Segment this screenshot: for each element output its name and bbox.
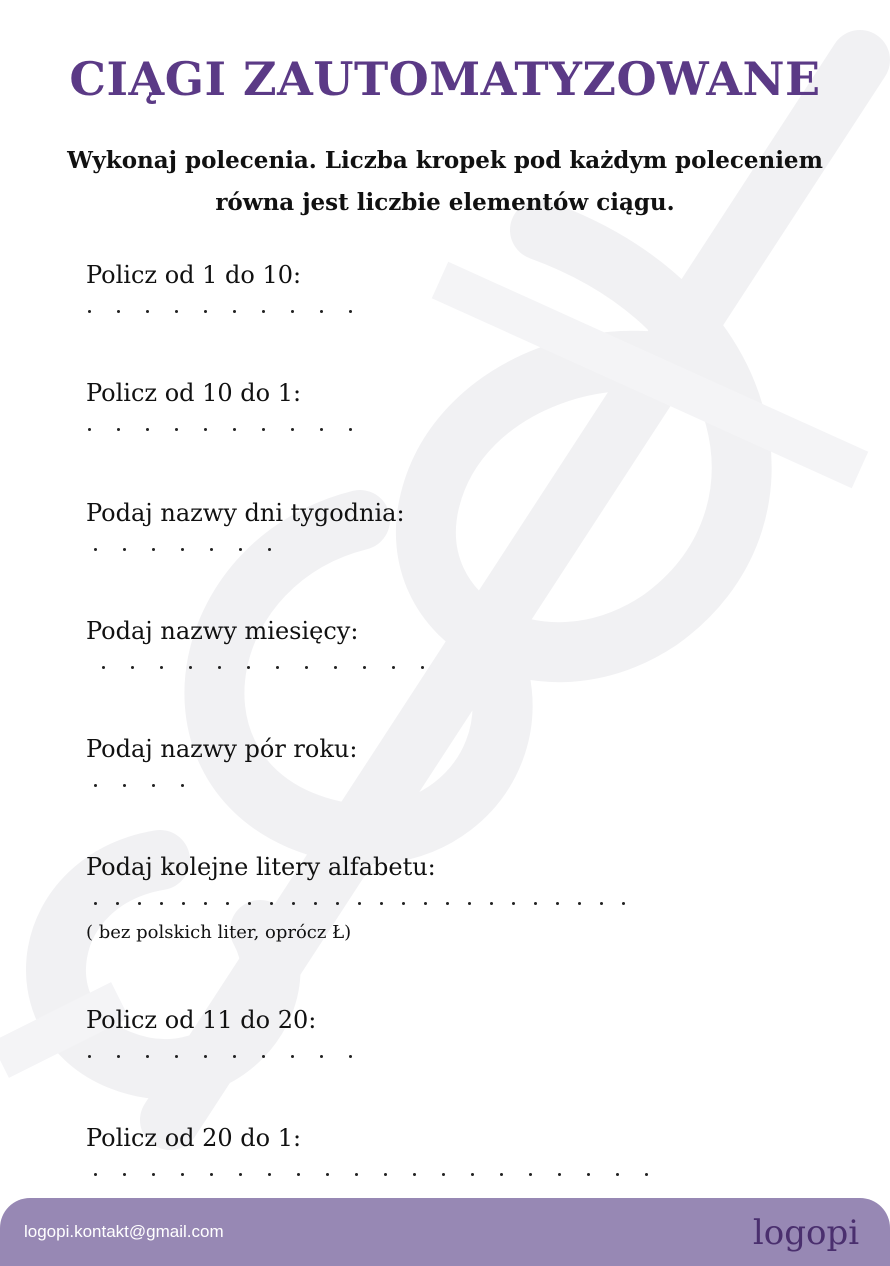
answer-dot — [336, 902, 339, 905]
answer-dot — [578, 902, 581, 905]
answer-dot — [146, 428, 149, 431]
answer-dot — [88, 310, 91, 313]
answer-dot — [413, 1173, 416, 1176]
task-label: Policz od 20 do 1: — [86, 1124, 302, 1152]
answer-dot — [146, 310, 149, 313]
answer-dot — [326, 1173, 329, 1176]
answer-dot — [380, 902, 383, 905]
answer-dot — [363, 666, 366, 669]
answer-dot — [160, 902, 163, 905]
answer-dots[interactable] — [86, 302, 786, 322]
answer-dot — [529, 1173, 532, 1176]
answer-dot — [204, 310, 207, 313]
answer-dot — [218, 666, 221, 669]
answer-dots[interactable] — [86, 420, 786, 440]
answer-dot — [210, 1173, 213, 1176]
task-seasons — [86, 734, 786, 796]
answer-dot — [94, 1173, 97, 1176]
answer-dot — [181, 548, 184, 551]
task-label: Podaj nazwy pór roku: — [86, 735, 358, 763]
answer-dot — [94, 548, 97, 551]
logo-text: logopi — [752, 1213, 860, 1253]
task-months — [86, 616, 786, 678]
answer-dot — [349, 1055, 352, 1058]
answer-dot — [226, 902, 229, 905]
answer-dot — [239, 1173, 242, 1176]
task-alphabet — [86, 852, 786, 943]
answer-dot — [616, 1173, 619, 1176]
answer-dot — [123, 784, 126, 787]
answer-dot — [355, 1173, 358, 1176]
answer-dot — [88, 1055, 91, 1058]
answer-dot — [175, 1055, 178, 1058]
answer-dot — [500, 1173, 503, 1176]
task-count-20-1 — [86, 1123, 786, 1185]
answer-dot — [152, 548, 155, 551]
answer-dot — [233, 310, 236, 313]
answer-dot — [349, 428, 352, 431]
answer-dot — [314, 902, 317, 905]
answer-dot — [292, 902, 295, 905]
answer-dot — [248, 902, 251, 905]
answer-dot — [204, 902, 207, 905]
answer-dot — [645, 1173, 648, 1176]
answer-dot — [262, 428, 265, 431]
answer-dot — [182, 902, 185, 905]
task-count-10-1 — [86, 378, 786, 440]
task-label: Podaj nazwy miesięcy: — [86, 617, 359, 645]
answer-dot — [320, 428, 323, 431]
answer-dot — [210, 548, 213, 551]
task-count-1-10 — [86, 260, 786, 322]
answer-dot — [117, 428, 120, 431]
instructions — [20, 140, 870, 224]
answer-dots[interactable] — [86, 776, 786, 796]
answer-dot — [160, 666, 163, 669]
answer-dot — [138, 902, 141, 905]
task-count-11-20 — [86, 1005, 786, 1067]
answer-dots[interactable] — [86, 1047, 786, 1067]
answer-dot — [446, 902, 449, 905]
answer-dot — [102, 666, 105, 669]
answer-dot — [291, 428, 294, 431]
answer-dot — [305, 666, 308, 669]
answer-dot — [116, 902, 119, 905]
answer-dot — [94, 784, 97, 787]
answer-dot — [556, 902, 559, 905]
answer-dot — [421, 666, 424, 669]
answer-dot — [291, 310, 294, 313]
answer-dot — [152, 1173, 155, 1176]
answer-dot — [123, 1173, 126, 1176]
answer-dot — [291, 1055, 294, 1058]
answer-dot — [123, 548, 126, 551]
answer-dot — [181, 1173, 184, 1176]
answer-dot — [189, 666, 192, 669]
answer-dot — [424, 902, 427, 905]
answer-dot — [297, 1173, 300, 1176]
answer-dot — [512, 902, 515, 905]
task-label: Podaj kolejne litery alfabetu: — [86, 853, 436, 881]
answer-dot — [276, 666, 279, 669]
answer-dot — [131, 666, 134, 669]
contact-email[interactable]: logopi.kontakt@gmail.com — [24, 1222, 224, 1241]
answer-dot — [358, 902, 361, 905]
answer-dot — [468, 902, 471, 905]
task-label: Policz od 11 do 20: — [86, 1006, 317, 1034]
answer-dot — [471, 1173, 474, 1176]
answer-dot — [262, 310, 265, 313]
answer-dot — [392, 666, 395, 669]
task-days-of-week — [86, 498, 786, 560]
instructions-line-2: równa jest liczbie elementów ciągu. — [215, 189, 675, 216]
answer-dot — [117, 310, 120, 313]
answer-dot — [262, 1055, 265, 1058]
task-label: Policz od 10 do 1: — [86, 379, 302, 407]
answer-dot — [268, 548, 271, 551]
answer-dot — [587, 1173, 590, 1176]
instructions-line-1: Wykonaj polecenia. Liczba kropek pod każdym poleceniem — [67, 147, 823, 174]
answer-dot — [490, 902, 493, 905]
answer-dot — [233, 428, 236, 431]
answer-dot — [334, 666, 337, 669]
answer-dots[interactable] — [86, 894, 786, 914]
answer-dot — [270, 902, 273, 905]
answer-dot — [558, 1173, 561, 1176]
answer-dots[interactable] — [86, 1165, 786, 1185]
answer-dots[interactable] — [86, 540, 786, 560]
answer-dot — [233, 1055, 236, 1058]
answer-dots[interactable] — [86, 658, 786, 678]
answer-dot — [320, 1055, 323, 1058]
answer-dot — [88, 428, 91, 431]
answer-dot — [320, 310, 323, 313]
answer-dot — [402, 902, 405, 905]
answer-dot — [600, 902, 603, 905]
answer-dot — [268, 1173, 271, 1176]
task-label: Policz od 1 do 10: — [86, 261, 302, 289]
task-label: Podaj nazwy dni tygodnia: — [86, 499, 405, 527]
answer-dot — [175, 310, 178, 313]
answer-dot — [442, 1173, 445, 1176]
answer-dot — [622, 902, 625, 905]
task-note: ( bez polskich liter, oprócz Ł) — [86, 922, 352, 943]
answer-dot — [181, 784, 184, 787]
answer-dot — [534, 902, 537, 905]
page-title: CIĄGI ZAUTOMATYZOWANE — [69, 52, 821, 106]
answer-dot — [247, 666, 250, 669]
answer-dot — [152, 784, 155, 787]
answer-dot — [204, 428, 207, 431]
answer-dot — [349, 310, 352, 313]
answer-dot — [384, 1173, 387, 1176]
answer-dot — [175, 428, 178, 431]
answer-dot — [94, 902, 97, 905]
answer-dot — [204, 1055, 207, 1058]
answer-dot — [117, 1055, 120, 1058]
answer-dot — [239, 548, 242, 551]
answer-dot — [146, 1055, 149, 1058]
